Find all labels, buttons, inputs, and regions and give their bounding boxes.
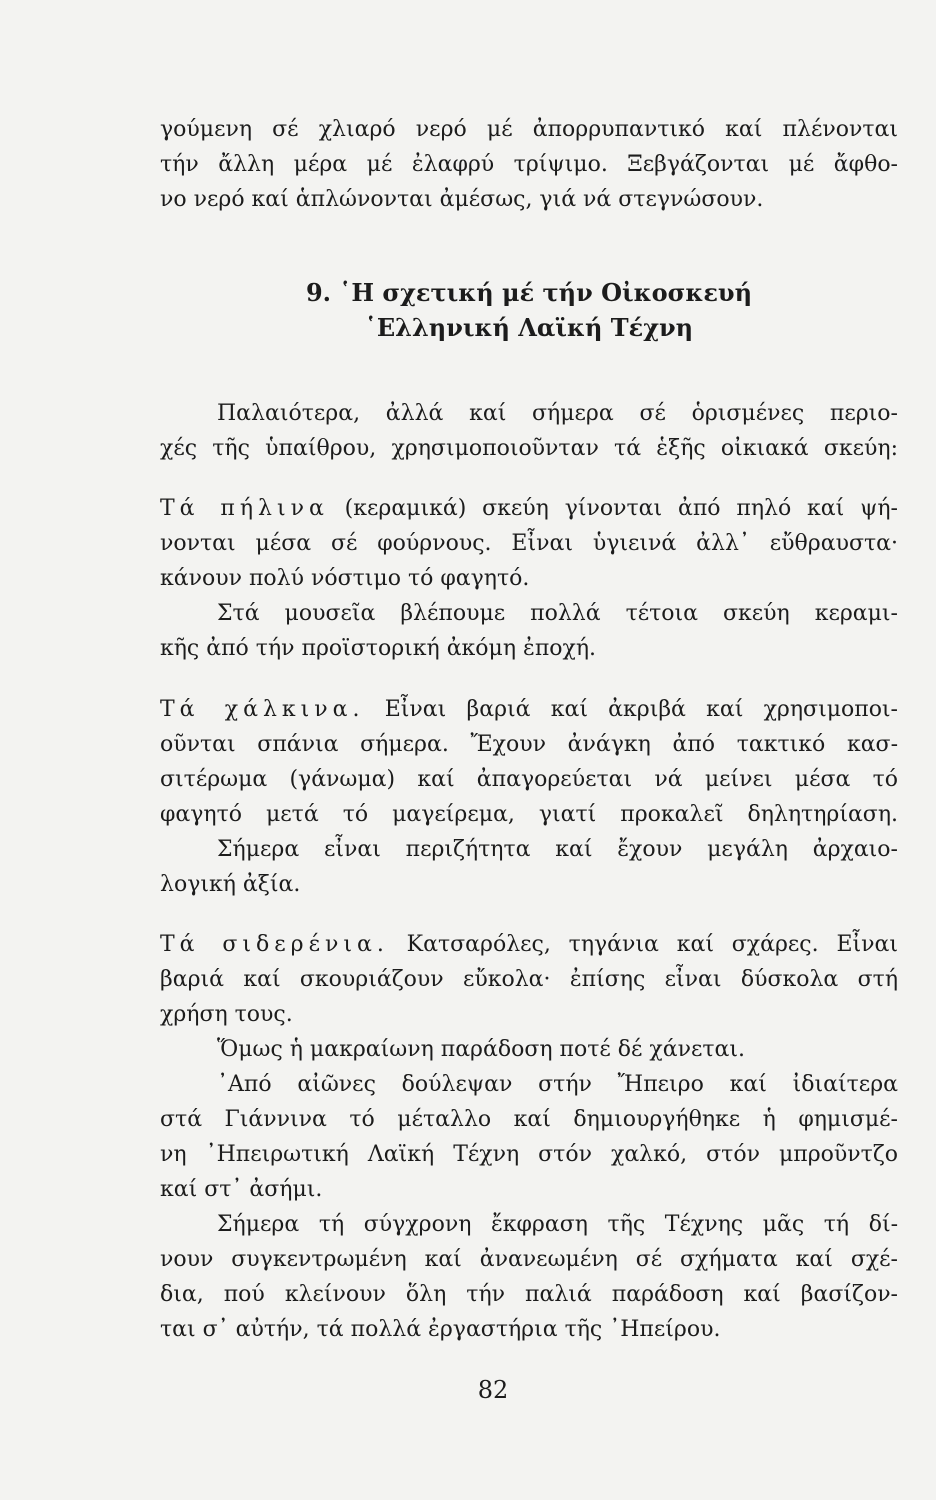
text-line <box>160 692 898 727</box>
iron-term: Τά σιδερένια. <box>160 932 389 957</box>
text-line: βαριά καί σκουριάζουν εὔκολα· ἐπίσης εἶναι δύσκολα στή <box>160 967 898 992</box>
clay-first-line-text: (κεραμικά) σκεύη γίνονται ἀπό πηλό καί ψή- <box>344 496 898 521</box>
text-line: χές τῆς ὑπαίθρου, χρησιμοποιοῦνταν τά ἑξῆς οἰκιακά σκεύη: <box>160 436 898 461</box>
iron-vessels-paragraph <box>160 927 898 1347</box>
text-line: Στά μουσεῖα βλέπουμε πολλά τέτοια σκεύη κεραμι- <box>217 601 898 626</box>
copper-vessels-paragraph <box>160 692 898 902</box>
continuation-paragraph <box>160 112 898 217</box>
text-line: νο νερό καί ἁπλώνονται ἀμέσως, γιά νά στεγνώσουν. <box>160 187 764 212</box>
section-heading-subtitle: ῾Ελληνική Λαϊκή Τέχνη <box>364 313 694 342</box>
text-line: νουν συγκεντρωμένη καί ἀνανεωμένη σέ σχήματα καί σχέ- <box>160 1247 898 1272</box>
text-line: νονται μέσα σέ φούρνους. Εἶναι ὑγιεινά ἀλλ᾽ εὔθραυστα· <box>160 531 898 556</box>
text-line: νη ᾿Ηπειρωτική Λαϊκή Τέχνη στόν χαλκό, στόν μπροῦντζο <box>160 1142 898 1167</box>
section-heading <box>160 275 898 345</box>
text-line <box>160 927 898 962</box>
text-line: τήν ἄλλη μέρα μέ ἐλαφρύ τρίψιμο. Ξεβγάζονται μέ ἄφθο- <box>160 152 898 177</box>
clay-term: Τά πήλινα <box>160 496 329 521</box>
text-line: λογική ἀξία. <box>160 872 301 897</box>
text-line: φαγητό μετά τό μαγείρεμα, γιατί προκαλεῖ δηλητηρίαση. <box>160 802 898 827</box>
text-line: Παλαιότερα, ἀλλά καί σήμερα σέ ὁρισμένες περιο- <box>217 401 898 426</box>
text-line: στά Γιάννινα τό μέταλλο καί δημιουργήθηκε ἡ φημισμέ- <box>160 1107 898 1132</box>
text-line: κάνουν πολύ νόστιμο τό φαγητό. <box>160 566 530 591</box>
section-heading-title: 9. ῾Η σχετική μέ τήν Οἰκοσκευή <box>305 278 753 307</box>
text-line: Σήμερα τή σύγχρονη ἔκφραση τῆς Τέχνης μᾶς τή δί- <box>217 1212 898 1237</box>
copper-term: Τά χάλκινα. <box>160 697 365 722</box>
text-line: Ὅμως ἡ μακραίωνη παράδοση ποτέ δέ χάνεται. <box>217 1037 746 1062</box>
text-line <box>160 491 898 526</box>
text-line: ται σ᾽ αὐτήν, τά πολλά ἐργαστήρια τῆς ᾿Ηπείρου. <box>160 1317 721 1342</box>
iron-first-line-text: Κατσαρόλες, τηγάνια καί σχάρες. Εἶναι <box>406 932 898 957</box>
clay-vessels-paragraph <box>160 491 898 666</box>
intro-paragraph <box>160 396 898 466</box>
text-line: καί στ᾽ ἀσήμι. <box>160 1177 323 1202</box>
page-number: 82 <box>477 1376 509 1404</box>
copper-first-line-text: Εἶναι βαριά καί ἀκριβά καί χρησιμοποι- <box>384 697 898 722</box>
text-line: γούμενη σέ χλιαρό νερό μέ ἀπορρυπαντικό καί πλένονται <box>160 117 898 142</box>
text-line: οῦνται σπάνια σήμερα. Ἔχουν ἀνάγκη ἀπό τακτικό κασ- <box>160 732 898 757</box>
text-line: κῆς ἀπό τήν προϊστορική ἀκόμη ἐποχή. <box>160 636 597 661</box>
text-line: ᾿Από αἰῶνες δούλεψαν στήν Ἤπειρο καί ἰδιαίτερα <box>217 1072 898 1097</box>
text-line: χρήση τους. <box>160 1002 293 1027</box>
text-line: δια, πού κλείνουν ὅλη τήν παλιά παράδοση καί βασίζον- <box>160 1282 898 1307</box>
text-line: Σήμερα εἶναι περιζήτητα καί ἔχουν μεγάλη ἀρχαιο- <box>217 837 898 862</box>
text-line: σιτέρωμα (γάνωμα) καί ἀπαγορεύεται νά μείνει μέσα τό <box>160 767 898 792</box>
